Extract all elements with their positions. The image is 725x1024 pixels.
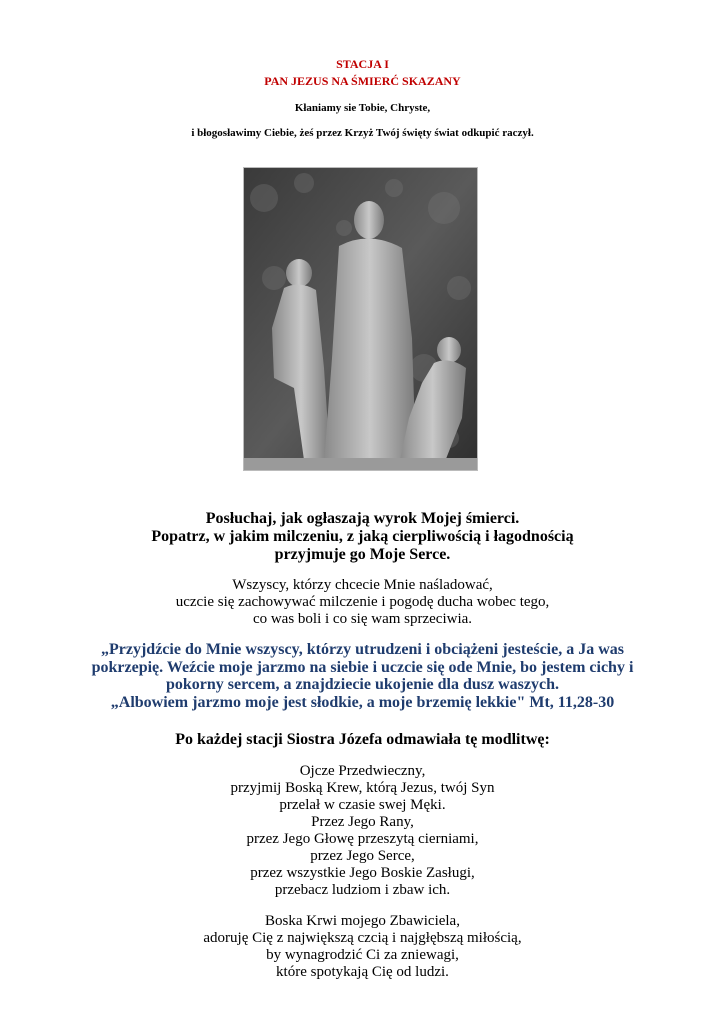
station-title: PAN JEZUS NA ŚMIERĆ SKAZANY: [264, 74, 461, 88]
prayer-line-5: przez Jego Głowę przeszytą cierniami,: [246, 831, 479, 847]
meditation-line-1: Posłuchaj, jak ogłaszają wyrok Mojej śmierci.: [205, 510, 520, 527]
adoration-line-1: Boska Krwi mojego Zbawiciela,: [265, 913, 460, 929]
invocation-line-1: Kłaniamy sie Tobie, Chryste,: [294, 102, 431, 114]
prayer-line-1: Ojcze Przedwieczny,: [299, 763, 426, 779]
scripture-line-2: pokrzepię. Weźcie moje jarzmo na siebie i uczcie się ode Mnie, bo jestem cichy i: [91, 659, 634, 676]
scripture-line-3: pokorny sercem, a znajdziecie ukojenie dla dusz waszych.: [165, 676, 559, 693]
meditation-line-2: Popatrz, w jakim milczeniu, z jaką cierpliwością i łagodnością: [151, 528, 574, 545]
prayer-line-4: Przez Jego Rany,: [311, 814, 414, 830]
scripture-line-1: „Przyjdźcie do Mnie wszyscy, którzy utrudzeni i obciążeni jesteście, a Ja was: [100, 641, 624, 658]
prayer-line-3: przelał w czasie swej Męki.: [279, 797, 446, 813]
scripture-line-4: „Albowiem jarzmo moje jest słodkie, a moje brzemię lekkie" Mt, 11,28-30: [110, 694, 615, 711]
station-number: STACJA I: [336, 57, 389, 71]
adoration-line-2: adoruję Cię z największą czcią i najgłębszą miłością,: [203, 930, 522, 946]
prayer-line-2: przyjmij Boską Krew, którą Jezus, twój Syn: [230, 780, 495, 796]
adoration-line-4: które spotykają Cię od ludzi.: [276, 964, 449, 980]
sculpture-photo-icon: [244, 168, 478, 471]
sculpture-photo: [243, 167, 478, 471]
prayer-line-7: przez wszystkie Jego Boskie Zasługi,: [250, 865, 475, 881]
prayer-intro: Po każdej stacji Siostra Józefa odmawiała tę modlitwę:: [175, 731, 550, 748]
meditation-line-3: przyjmuje go Moje Serce.: [274, 546, 451, 563]
adoration-line-3: by wynagrodzić Ci za zniewagi,: [266, 947, 459, 963]
invocation-line-2: i błogosławimy Ciebie, żeś przez Krzyż Twój święty świat odkupić raczył.: [191, 127, 534, 139]
prayer-line-6: przez Jego Serce,: [310, 848, 415, 864]
exhortation-line-3: co was boli i co się wam sprzeciwia.: [252, 611, 473, 627]
exhortation-line-1: Wszyscy, którzy chcecie Mnie naśladować,: [232, 577, 493, 593]
exhortation-line-2: uczcie się zachowywać milczenie i pogodę ducha wobec tego,: [175, 594, 550, 610]
prayer-line-8: przebacz ludziom i zbaw ich.: [274, 882, 451, 898]
